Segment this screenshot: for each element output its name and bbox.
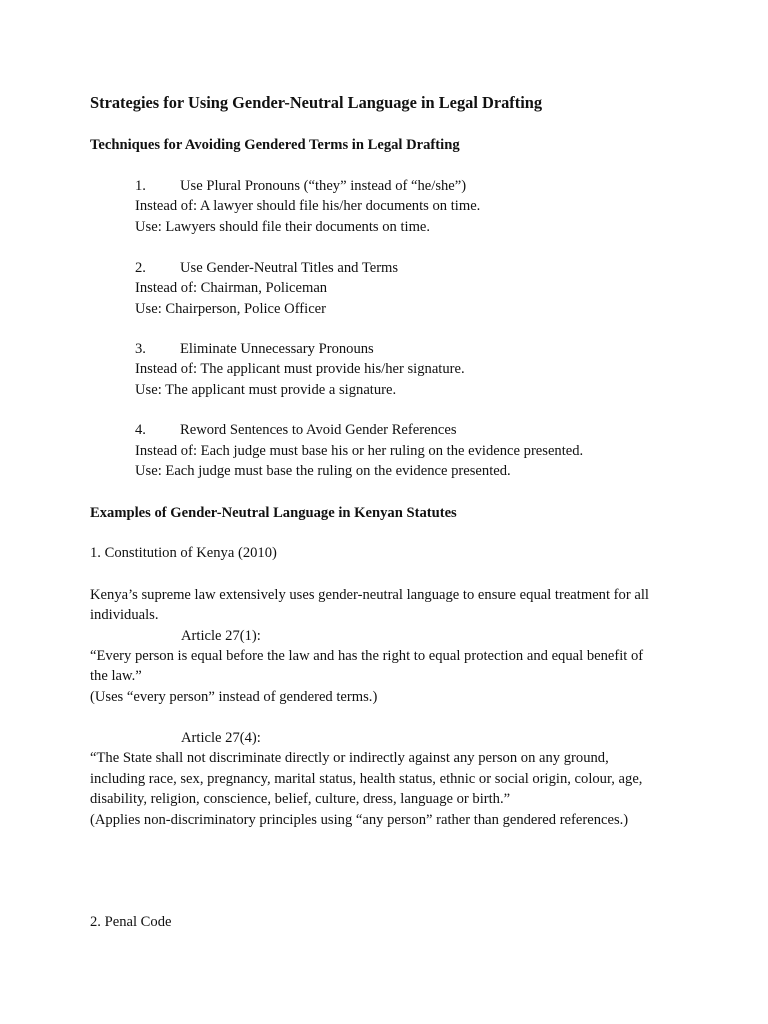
technique-instead-of: Instead of: Each judge must base his or her ruling on the evidence presented. <box>135 443 584 459</box>
article-quote-line: “The State shall not discriminate directly or indirectly against any person on any ground, <box>90 750 609 766</box>
section-heading-techniques: Techniques for Avoiding Gendered Terms in Legal Drafting <box>90 137 460 153</box>
article-quote-line: “Every person is equal before the law and has the right to equal protection and equal benefit of <box>90 648 644 664</box>
technique-item-number: 1. <box>135 178 146 194</box>
technique-item-title <box>135 420 457 440</box>
technique-item-label: Use Gender-Neutral Titles and Terms <box>180 260 399 276</box>
technique-item-number: 2. <box>135 260 146 276</box>
subsection-constitution: 1. Constitution of Kenya (2010) <box>90 545 277 561</box>
technique-use: Use: The applicant must provide a signature. <box>135 382 397 398</box>
technique-item-number: 3. <box>135 341 146 357</box>
article-quote-line: including race, sex, pregnancy, marital status, health status, ethnic or social origin, colour, age, <box>90 771 643 787</box>
technique-instead-of: Instead of: The applicant must provide his/her signature. <box>135 361 465 377</box>
article-quote-line: the law.” <box>90 668 142 684</box>
article-label: Article 27(1): <box>181 628 261 644</box>
technique-item-label: Use Plural Pronouns (“they” instead of “he/she”) <box>180 178 467 194</box>
technique-use: Use: Lawyers should file their documents on time. <box>135 219 431 235</box>
technique-item-title <box>135 339 374 359</box>
intro-text-line: individuals. <box>90 607 159 623</box>
section-heading-examples: Examples of Gender-Neutral Language in Kenyan Statutes <box>90 505 457 521</box>
article-note: (Uses “every person” instead of gendered terms.) <box>90 689 378 705</box>
technique-item-number: 4. <box>135 422 146 438</box>
article-quote-line: disability, religion, conscience, belief, culture, dress, language or birth.” <box>90 791 511 807</box>
technique-instead-of: Instead of: Chairman, Policeman <box>135 280 328 296</box>
technique-item-title <box>135 258 398 278</box>
article-note: (Applies non-discriminatory principles using “any person” rather than gendered references.) <box>90 812 629 828</box>
technique-use: Use: Each judge must base the ruling on the evidence presented. <box>135 463 511 479</box>
technique-item-title <box>135 176 466 196</box>
subsection-penal-code: 2. Penal Code <box>90 914 172 930</box>
technique-item-label: Eliminate Unnecessary Pronouns <box>180 341 374 357</box>
technique-item-label: Reword Sentences to Avoid Gender References <box>180 422 457 438</box>
technique-use: Use: Chairperson, Police Officer <box>135 301 327 317</box>
intro-text-line: Kenya’s supreme law extensively uses gender-neutral language to ensure equal treatment for all <box>90 587 649 603</box>
document-title: Strategies for Using Gender-Neutral Language in Legal Drafting <box>90 93 543 112</box>
article-label: Article 27(4): <box>181 730 261 746</box>
technique-instead-of: Instead of: A lawyer should file his/her documents on time. <box>135 198 481 214</box>
